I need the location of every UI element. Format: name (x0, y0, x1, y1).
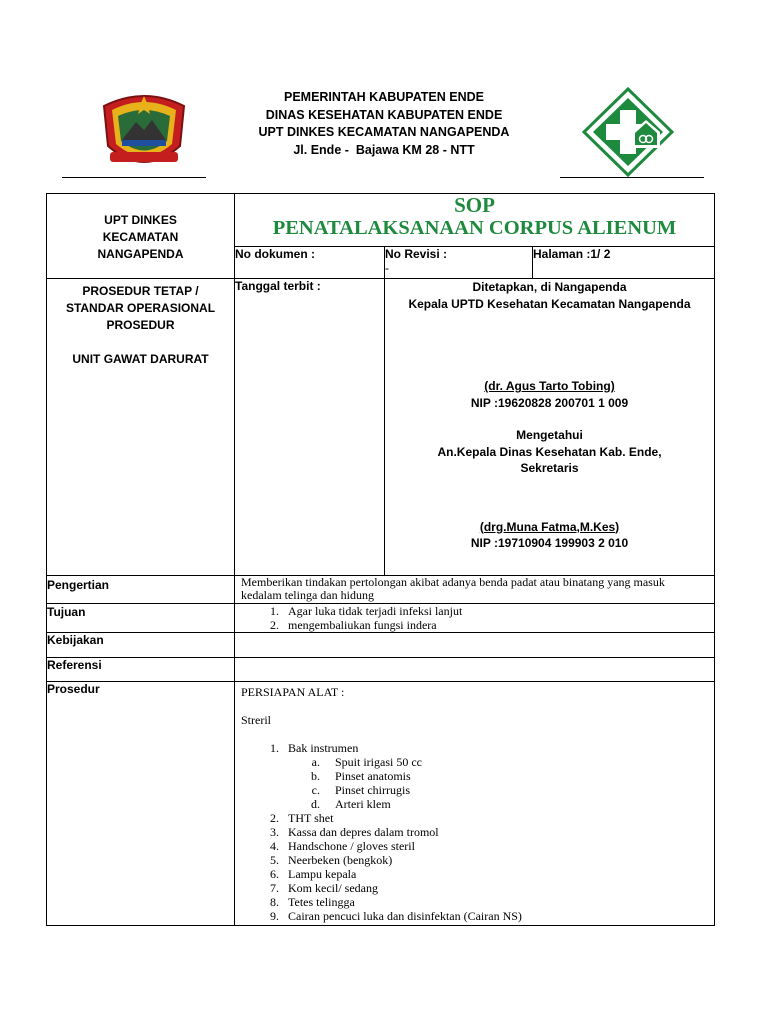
sop-label: SOP (454, 193, 495, 217)
header-rule-right (560, 177, 704, 178)
prosedur-tetap-cell (47, 279, 235, 576)
sop-title: PENATALAKSANAAN CORPUS ALIENUM (272, 217, 677, 239)
bak-label: Bak instrumen (288, 741, 359, 755)
mengetahui: Mengetahui (516, 428, 583, 442)
unit-name: UNIT GAWAT DARURAT (72, 352, 209, 366)
tujuan-label-cell (47, 604, 235, 633)
tanggal-label: Tanggal terbit : (235, 279, 321, 293)
alat-item: 4. Handschone / gloves steril (282, 839, 708, 853)
no-revisi-label: No Revisi : (385, 247, 448, 261)
tujuan-cell (235, 604, 715, 633)
org-name: UPT DINKES KECAMATAN NANGAPENDA (97, 213, 184, 261)
alat-item-bak (282, 741, 708, 811)
pengertian-text-cell (235, 576, 715, 604)
an-kepala: An.Kepala Dinas Kesehatan Kab. Ende, (437, 444, 662, 459)
tujuan-label: Tujuan (47, 605, 86, 619)
referensi-label-cell (47, 658, 235, 682)
prosedur-tetap: PROSEDUR TETAP / STANDAR OPERASIONAL PROSEDUR (65, 284, 216, 332)
header-line-1: PEMERINTAH KABUPATEN ENDE (283, 90, 484, 104)
referensi-cell (235, 658, 715, 682)
no-dokumen-cell (235, 247, 385, 279)
no-revisi-cell (385, 247, 533, 279)
kebijakan-label: Kebijakan (47, 633, 104, 647)
bak-item: d. Arteri klem (323, 797, 708, 811)
alat-item: 9. Cairan pencuci luka dan disinfektan (Cairan NS) (282, 909, 708, 923)
tujuan-item: 2. mengembaliukan fungsi indera (282, 618, 714, 632)
header-line-2: DINAS KESEHATAN KABUPATEN ENDE (265, 107, 503, 122)
signature-cell (385, 279, 715, 576)
no-dokumen-label: No dokumen : (235, 247, 315, 261)
persiapan-heading: PERSIAPAN ALAT : (241, 685, 345, 699)
alat-item: 3. Kassa dan depres dalam tromol (282, 825, 708, 839)
alat-item: 5. Neerbeken (bengkok) (282, 853, 708, 867)
header-line-3: UPT DINKES KECAMATAN NANGAPENDA (258, 125, 510, 139)
signer1-nip: NIP :19620828 200701 1 009 (470, 395, 629, 410)
header-line-4: Jl. Ende - Bajawa KM 28 - NTT (293, 142, 475, 157)
signer2-name: (drg.Muna Fatma,M.Kes) (479, 519, 620, 534)
pengertian-label: Pengertian (47, 578, 110, 592)
alat-item: 2. THT shet (282, 811, 708, 825)
alat-item: 7. Kom kecil/ sedang (282, 881, 708, 895)
alat-item: 6. Lampu kepala (282, 867, 708, 881)
kepala-title: Kepala UPTD Kesehatan Kecamatan Nangapenda (408, 296, 691, 311)
tanggal-cell (235, 279, 385, 576)
sop-table (46, 193, 715, 926)
bak-item: a. Spuit irigasi 50 cc (323, 755, 708, 769)
header-rule-left (62, 177, 206, 178)
alat-item: 8. Tetes telingga (282, 895, 708, 909)
bak-item: b. Pinset anatomis (323, 769, 708, 783)
kebijakan-label-cell (47, 633, 235, 658)
pengertian-text: Memberikan tindakan pertolongan akibat adanya benda padat atau binatang yang masuk kedalam telinga dan hidung (241, 575, 665, 602)
letterhead (0, 89, 768, 159)
bak-sublist (288, 755, 708, 811)
tujuan-item: 1. Agar luka tidak terjadi infeksi lanjut (282, 604, 714, 618)
signer2-nip: NIP :19710904 199903 2 010 (470, 536, 629, 550)
alat-list (241, 741, 708, 923)
pengertian-label-cell (47, 576, 235, 604)
bak-item: c. Pinset chirrugis (323, 783, 708, 797)
tujuan-list (235, 604, 714, 632)
prosedur-label: Prosedur (47, 682, 100, 696)
prosedur-cell (235, 682, 715, 926)
halaman-label: Halaman :1/ 2 (533, 247, 611, 261)
org-name-cell (47, 194, 235, 279)
signer1-name: (dr. Agus Tarto Tobing) (484, 379, 615, 393)
sop-title-cell (235, 194, 715, 247)
steril-heading: Streril (241, 713, 271, 727)
referensi-label: Referensi (47, 658, 102, 672)
kebijakan-cell (235, 633, 715, 658)
sekretaris: Sekretaris (520, 461, 579, 475)
prosedur-label-cell (47, 682, 235, 926)
no-revisi-value: - (385, 261, 389, 275)
halaman-cell (533, 247, 715, 279)
ditetapkan: Ditetapkan, di Nangapenda (472, 280, 627, 294)
